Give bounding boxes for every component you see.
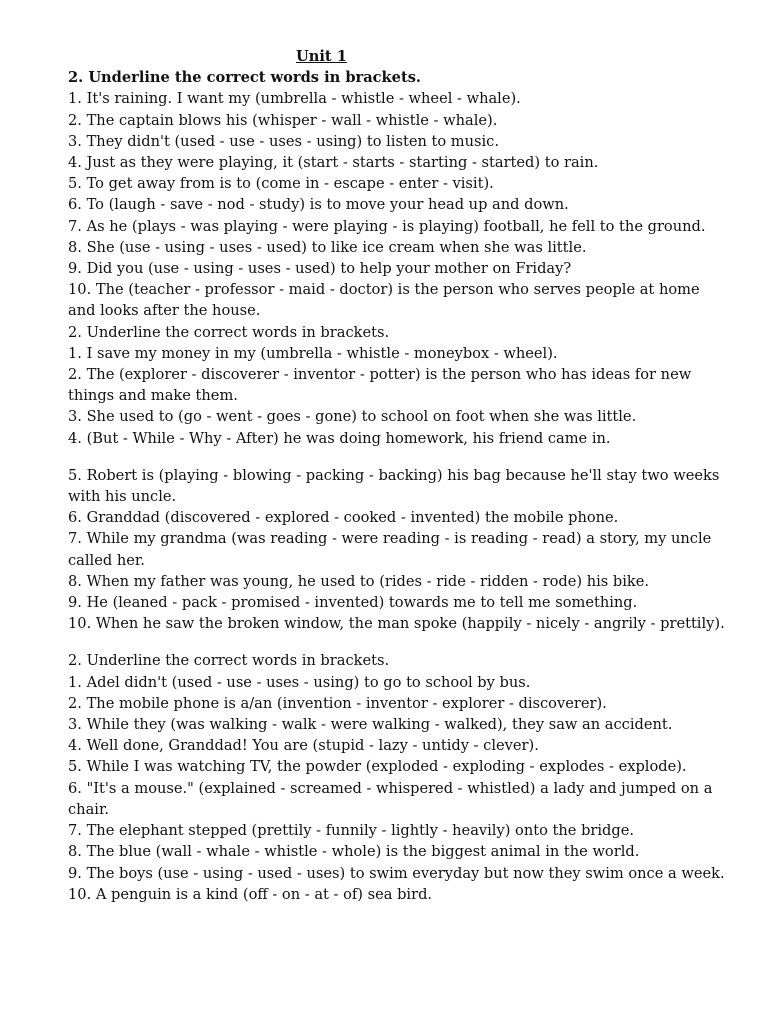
section-3-item-1: 1. Adel didn't (used - use - uses - using) to go to school by bus. <box>68 673 531 691</box>
section-2-item-3: 3. She used to (go - went - goes - gone) to school on foot when she was little. <box>68 408 637 426</box>
section-1-item-6: 6. To (laugh - save - nod - study) is to move your head up and down. <box>68 196 569 214</box>
exercise-section-3 <box>68 650 728 904</box>
section-3-item-10: 10. A penguin is a kind (off - on - at - of) sea bird. <box>68 885 433 903</box>
section-2-item-4: 4. (But - While - Why - After) he was doing homework, his friend came in. <box>68 429 611 447</box>
section-3-item-6: 6. "It's a mouse." (explained - screamed - whispered - whistled) a lady and jumped on a chair. <box>68 779 713 818</box>
section-2-item-1: 1. I save my money in my (umbrella - whistle - moneybox - wheel). <box>68 344 558 362</box>
section-2-item-6: 6. Granddad (discovered - explored - cooked - invented) the mobile phone. <box>68 509 619 527</box>
section-3-item-2: 2. The mobile phone is a/an (invention - inventor - explorer - discoverer). <box>68 694 607 712</box>
section-1-item-9: 9. Did you (use - using - uses - used) to help your mother on Friday? <box>68 260 572 278</box>
section-3-item-3: 3. While they (was walking - walk - were walking - walked), they saw an accident. <box>68 716 673 734</box>
section-1-item-3: 3. They didn't (used - use - uses - using) to listen to music. <box>68 132 499 150</box>
worksheet-title: Unit 1 <box>296 48 347 65</box>
section-3-item-8: 8. The blue (wall - whale - whistle - whole) is the biggest animal in the world. <box>68 843 640 861</box>
exercise-section-1 <box>68 67 728 321</box>
section-1-item-8: 8. She (use - using - uses - used) to like ice cream when she was little. <box>68 238 587 256</box>
section-1-item-5: 5. To get away from is to (come in - escape - enter - visit). <box>68 175 494 193</box>
section-2-item-10: 10. When he saw the broken window, the man spoke (happily - nicely - angrily - prettily). <box>68 615 725 633</box>
section-3-item-5: 5. While I was watching TV, the powder (exploded - exploding - explodes - explode). <box>68 758 687 776</box>
section-1-item-2: 2. The captain blows his (whisper - wall - whistle - whale). <box>68 111 498 129</box>
section-2-item-8: 8. When my father was young, he used to (rides - ride - ridden - rode) his bike. <box>68 572 650 590</box>
section-2-item-9: 9. He (leaned - pack - promised - invented) towards me to tell me something. <box>68 594 638 612</box>
section-2-item-2: 2. The (explorer - discoverer - inventor - potter) is the person who has ideas for new things and make them. <box>68 366 692 405</box>
section-3-item-9: 9. The boys (use - using - used - uses) to swim everyday but now they swim once a week. <box>68 864 725 882</box>
worksheet-page <box>68 46 728 905</box>
section-2-item-7: 7. While my grandma (was reading - were reading - is reading - read) a story, my uncle called her. <box>68 530 712 569</box>
section-3-heading: 2. Underline the correct words in brackets. <box>68 652 390 670</box>
section-1-item-7: 7. As he (plays - was playing - were playing - is playing) football, he fell to the ground. <box>68 217 706 235</box>
exercise-section-2 <box>68 322 728 635</box>
section-1-heading: 2. Underline the correct words in brackets. <box>68 69 421 87</box>
section-1-item-4: 4. Just as they were playing, it (start - starts - starting - started) to rain. <box>68 154 599 171</box>
section-1-item-1: 1. It's raining. I want my (umbrella - whistle - wheel - whale). <box>68 90 521 108</box>
section-3-item-4: 4. Well done, Granddad! You are (stupid - lazy - untidy - clever). <box>68 737 539 755</box>
section-1-item-10: 10. The (teacher - professor - maid - doctor) is the person who serves people at home and looks after the house. <box>68 281 700 320</box>
section-2-heading: 2. Underline the correct words in brackets. <box>68 323 390 341</box>
section-3-item-7: 7. The elephant stepped (prettily - funnily - lightly - heavily) onto the bridge. <box>68 822 635 840</box>
section-2-item-5: 5. Robert is (playing - blowing - packing - backing) his bag because he'll stay two weeks with his uncle. <box>68 466 720 506</box>
